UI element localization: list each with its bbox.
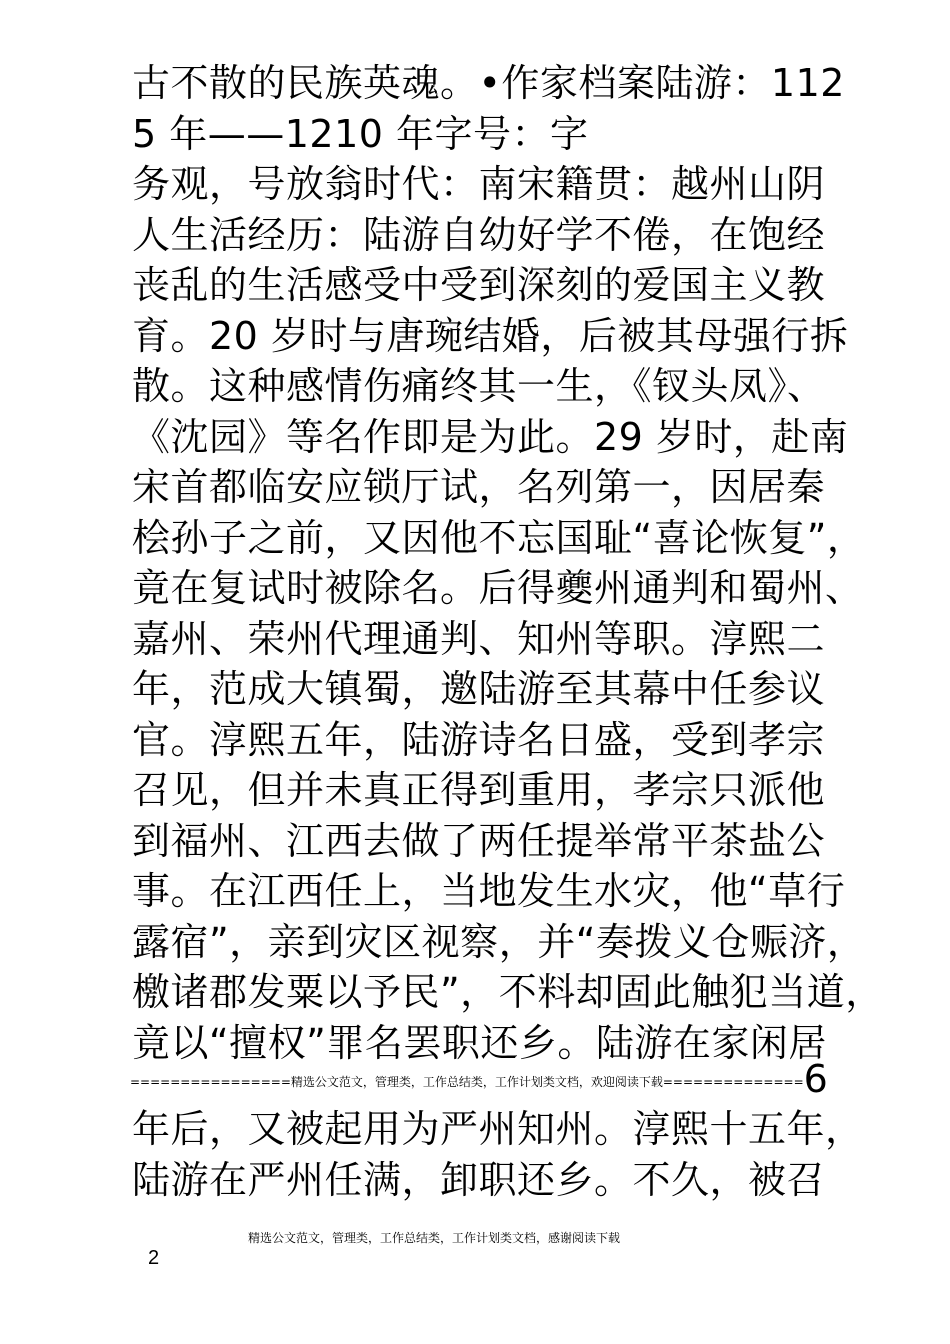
- text-line: 育。20 岁时与唐琬结婚，后被其母强行拆: [132, 313, 849, 358]
- text-line: 露宿”，亲到灾区视察，并“奏拨义仓赈济，: [132, 919, 866, 964]
- text-line: 散。这种感情伤痛终其一生，《钗头凤》、: [132, 364, 826, 408]
- body-text: [132, 58, 884, 1068]
- text-line: 年后，又被起用为严州知州。淳熙十五年，: [132, 1107, 864, 1151]
- text-line: 事。在江西任上，当地发生水灾，他“草行: [132, 869, 846, 913]
- text-line: 《沈园》等名作即是为此。29 岁时，赴南: [132, 414, 849, 459]
- separator-tail: 6: [803, 1057, 828, 1101]
- text-line: 人生活经历：陆游自幼好学不倦，在饱经: [132, 212, 826, 257]
- page-number: 2: [148, 1247, 160, 1269]
- footer-note: 精选公文范文，管理类，工作总结类，工作计划类文档，感谢阅读下载: [248, 1231, 621, 1245]
- text-line: 桧孙子之前，又因他不忘国耻“喜论恢复”，: [132, 515, 866, 560]
- text-line: 宋首都临安应锁厅试，名列第一，因居秦: [132, 465, 826, 509]
- text-line: 5 年——1210 年字号：字: [132, 111, 589, 156]
- text-line: 到福州、江西去做了两任提举常平茶盐公: [132, 818, 826, 863]
- text-line: 陆游在严州任满，卸职还乡。不久，被召: [132, 1157, 826, 1202]
- text-line: 丧乱的生活感受中受到深刻的爱国主义教: [132, 263, 826, 307]
- text-line: 古不散的民族英魂。•作家档案陆游：112: [132, 61, 845, 105]
- text-line: 竟在复试时被除名。后得夔州通判和蜀州、: [132, 566, 864, 610]
- separator-line: [130, 1057, 828, 1101]
- body-text-continued: [132, 1104, 864, 1205]
- text-line: 嘉州、荣州代理通判、知州等职。淳熙二: [132, 616, 826, 661]
- separator-text: ================精选公文范文，管理类，工作总结类，工作计划类文档，欢迎阅读下载==============: [130, 1075, 804, 1089]
- text-line: 务观，号放翁时代：南宋籍贯：越州山阴: [132, 162, 826, 206]
- text-line: 年，范成大镇蜀，邀陆游至其幕中任参议: [132, 667, 826, 711]
- text-line: 竟以“擅权”罪名罢职还乡。陆游在家闲居: [132, 1020, 827, 1065]
- text-line: 檄诸郡发粟以予民”，不料却固此触犯当道，: [132, 970, 884, 1014]
- text-line: 召见，但并未真正得到重用，孝宗只派他: [132, 768, 826, 812]
- text-line: 官。淳熙五年，陆游诗名日盛，受到孝宗: [132, 717, 826, 762]
